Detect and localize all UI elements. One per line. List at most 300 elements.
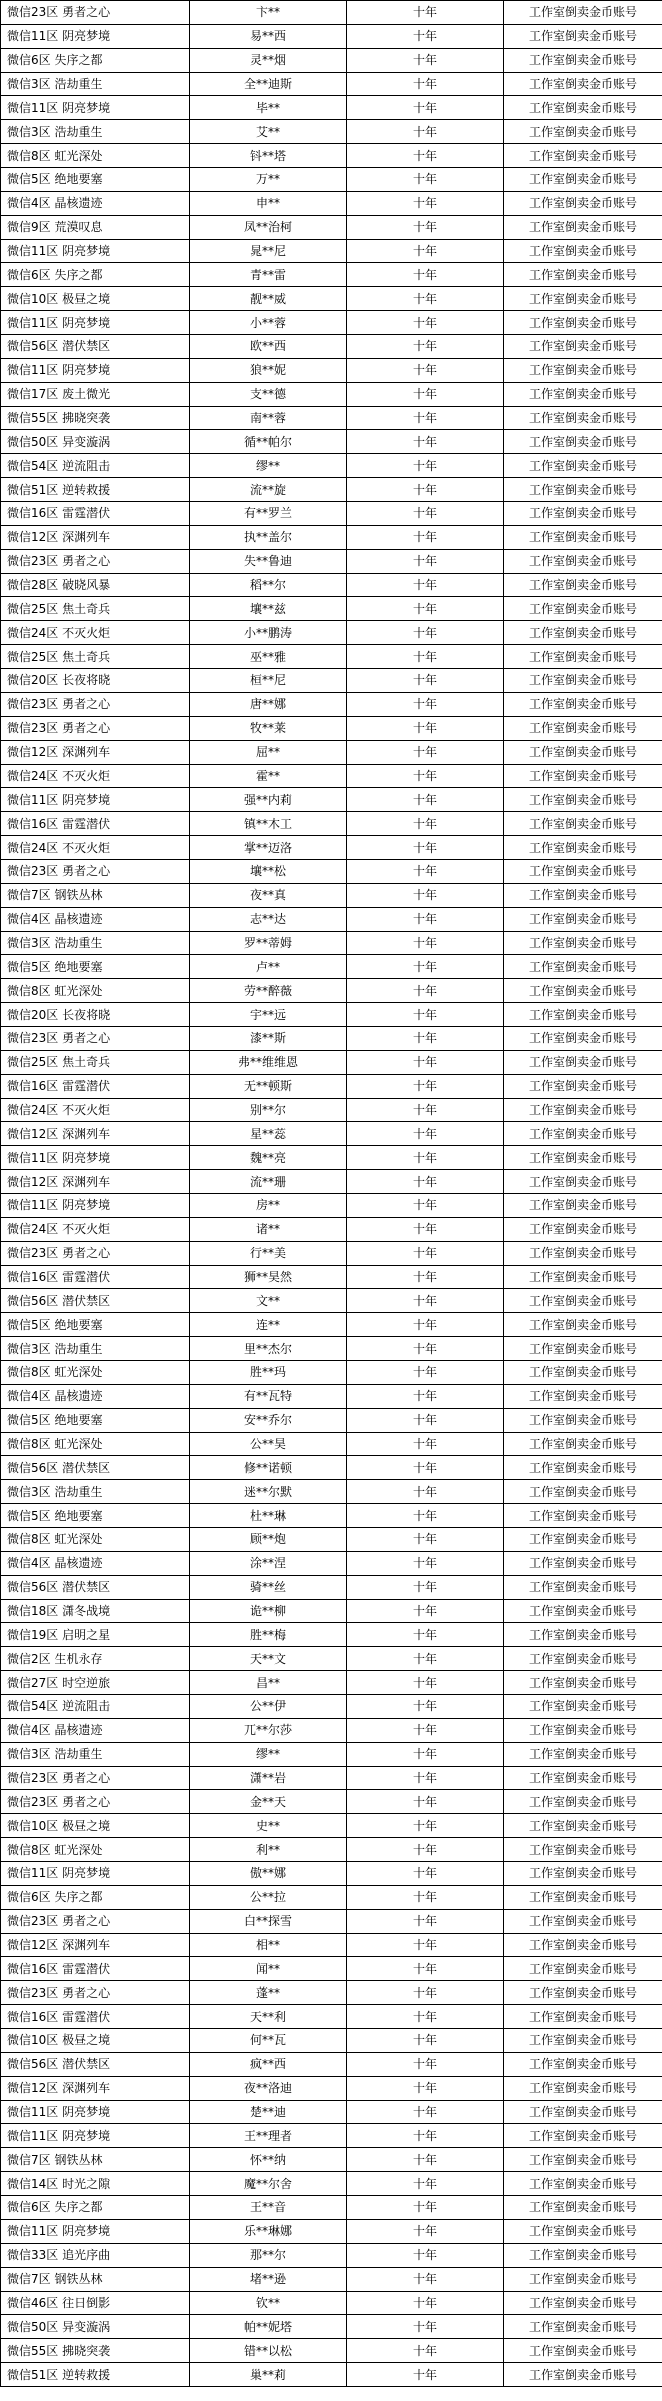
table-row xyxy=(1,525,662,549)
reason-cell: 工作室倒卖金币账号 xyxy=(504,144,662,168)
reason-cell: 工作室倒卖金币账号 xyxy=(504,1313,662,1337)
duration-cell: 十年 xyxy=(347,311,504,335)
player-name-cell: 诡**柳 xyxy=(190,1599,347,1623)
duration-cell: 十年 xyxy=(347,2363,504,2387)
table-row xyxy=(1,2339,662,2363)
duration-cell: 十年 xyxy=(347,1766,504,1790)
reason-cell: 工作室倒卖金币账号 xyxy=(504,1265,662,1289)
table-row xyxy=(1,1241,662,1265)
reason-cell: 工作室倒卖金币账号 xyxy=(504,358,662,382)
player-name-cell: 夜**真 xyxy=(190,883,347,907)
server-cell: 微信11区 阴亮梦境 xyxy=(1,788,190,812)
duration-cell: 十年 xyxy=(347,2172,504,2196)
reason-cell: 工作室倒卖金币账号 xyxy=(504,2029,662,2053)
duration-cell: 十年 xyxy=(347,120,504,144)
duration-cell: 十年 xyxy=(347,2100,504,2124)
player-name-cell: 强**内莉 xyxy=(190,788,347,812)
table-row xyxy=(1,96,662,120)
duration-cell: 十年 xyxy=(347,1193,504,1217)
table-row xyxy=(1,716,662,740)
player-name-cell: 漆**斯 xyxy=(190,1026,347,1050)
table-row xyxy=(1,263,662,287)
player-name-cell: 乐**琳娜 xyxy=(190,2219,347,2243)
reason-cell: 工作室倒卖金币账号 xyxy=(504,1551,662,1575)
table-row xyxy=(1,430,662,454)
server-cell: 微信4区 晶核遗迹 xyxy=(1,191,190,215)
reason-cell: 工作室倒卖金币账号 xyxy=(504,621,662,645)
duration-cell: 十年 xyxy=(347,287,504,311)
duration-cell: 十年 xyxy=(347,597,504,621)
server-cell: 微信50区 异变漩涡 xyxy=(1,430,190,454)
table-row xyxy=(1,788,662,812)
duration-cell: 十年 xyxy=(347,1504,504,1528)
reason-cell: 工作室倒卖金币账号 xyxy=(504,2172,662,2196)
player-name-cell: 万** xyxy=(190,168,347,192)
server-cell: 微信5区 绝地要塞 xyxy=(1,1408,190,1432)
duration-cell: 十年 xyxy=(347,215,504,239)
server-cell: 微信16区 雷霆潜伏 xyxy=(1,1265,190,1289)
reason-cell: 工作室倒卖金币账号 xyxy=(504,1766,662,1790)
player-name-cell: 昌** xyxy=(190,1671,347,1695)
reason-cell: 工作室倒卖金币账号 xyxy=(504,406,662,430)
player-name-cell: 错**以松 xyxy=(190,2339,347,2363)
server-cell: 微信33区 追光序曲 xyxy=(1,2243,190,2267)
duration-cell: 十年 xyxy=(347,573,504,597)
reason-cell: 工作室倒卖金币账号 xyxy=(504,836,662,860)
player-name-cell: 申** xyxy=(190,191,347,215)
server-cell: 微信11区 阴亮梦境 xyxy=(1,24,190,48)
duration-cell: 十年 xyxy=(347,1718,504,1742)
player-name-cell: 楚**迪 xyxy=(190,2100,347,2124)
player-name-cell: 壤**兹 xyxy=(190,597,347,621)
reason-cell: 工作室倒卖金币账号 xyxy=(504,1528,662,1552)
duration-cell: 十年 xyxy=(347,1408,504,1432)
server-cell: 微信56区 潜伏禁区 xyxy=(1,1575,190,1599)
table-row xyxy=(1,645,662,669)
reason-cell: 工作室倒卖金币账号 xyxy=(504,883,662,907)
player-name-cell: 全**迪斯 xyxy=(190,72,347,96)
table-row xyxy=(1,502,662,526)
player-name-cell: 公**拉 xyxy=(190,1885,347,1909)
duration-cell: 十年 xyxy=(347,1074,504,1098)
reason-cell: 工作室倒卖金币账号 xyxy=(504,1671,662,1695)
duration-cell: 十年 xyxy=(347,907,504,931)
table-row xyxy=(1,1098,662,1122)
player-name-cell: 公**伊 xyxy=(190,1695,347,1719)
player-name-cell: 星**蕊 xyxy=(190,1122,347,1146)
table-row xyxy=(1,478,662,502)
reason-cell: 工作室倒卖金币账号 xyxy=(504,1885,662,1909)
server-cell: 微信11区 阴亮梦境 xyxy=(1,1862,190,1886)
player-name-cell: 迷**尔默 xyxy=(190,1480,347,1504)
table-row xyxy=(1,1265,662,1289)
table-row xyxy=(1,1217,662,1241)
duration-cell: 十年 xyxy=(347,1599,504,1623)
player-name-cell: 艾** xyxy=(190,120,347,144)
player-name-cell: 罗**蒂姆 xyxy=(190,931,347,955)
duration-cell: 十年 xyxy=(347,1313,504,1337)
reason-cell: 工作室倒卖金币账号 xyxy=(504,72,662,96)
player-name-cell: 南**蓉 xyxy=(190,406,347,430)
duration-cell: 十年 xyxy=(347,740,504,764)
server-cell: 微信12区 深渊列车 xyxy=(1,1170,190,1194)
reason-cell: 工作室倒卖金币账号 xyxy=(504,1098,662,1122)
table-row xyxy=(1,1,662,25)
server-cell: 微信23区 勇者之心 xyxy=(1,859,190,883)
reason-cell: 工作室倒卖金币账号 xyxy=(504,859,662,883)
server-cell: 微信23区 勇者之心 xyxy=(1,1766,190,1790)
reason-cell: 工作室倒卖金币账号 xyxy=(504,1456,662,1480)
player-name-cell: 怀**纳 xyxy=(190,2148,347,2172)
player-name-cell: 易**西 xyxy=(190,24,347,48)
server-cell: 微信12区 深渊列车 xyxy=(1,740,190,764)
player-name-cell: 涂**涅 xyxy=(190,1551,347,1575)
reason-cell: 工作室倒卖金币账号 xyxy=(504,1909,662,1933)
table-row xyxy=(1,2196,662,2220)
server-cell: 微信11区 阴亮梦境 xyxy=(1,239,190,263)
server-cell: 微信16区 雷霆潜伏 xyxy=(1,1074,190,1098)
server-cell: 微信11区 阴亮梦境 xyxy=(1,1193,190,1217)
duration-cell: 十年 xyxy=(347,1528,504,1552)
table-row xyxy=(1,621,662,645)
player-name-cell: 兀**尔莎 xyxy=(190,1718,347,1742)
table-row xyxy=(1,311,662,335)
duration-cell: 十年 xyxy=(347,72,504,96)
duration-cell: 十年 xyxy=(347,883,504,907)
server-cell: 微信56区 潜伏禁区 xyxy=(1,335,190,359)
player-name-cell: 傲**娜 xyxy=(190,1862,347,1886)
reason-cell: 工作室倒卖金币账号 xyxy=(504,525,662,549)
duration-cell: 十年 xyxy=(347,1862,504,1886)
server-cell: 微信16区 雷霆潜伏 xyxy=(1,812,190,836)
player-name-cell: 帕**妮塔 xyxy=(190,2315,347,2339)
table-row xyxy=(1,1790,662,1814)
table-row xyxy=(1,1909,662,1933)
reason-cell: 工作室倒卖金币账号 xyxy=(504,1599,662,1623)
server-cell: 微信51区 逆转救援 xyxy=(1,478,190,502)
duration-cell: 十年 xyxy=(347,2267,504,2291)
player-name-cell: 小**蓉 xyxy=(190,311,347,335)
player-name-cell: 镇**木工 xyxy=(190,812,347,836)
duration-cell: 十年 xyxy=(347,836,504,860)
table-row xyxy=(1,1957,662,1981)
player-name-cell: 巢**莉 xyxy=(190,2363,347,2387)
server-cell: 微信19区 启明之星 xyxy=(1,1623,190,1647)
duration-cell: 十年 xyxy=(347,1146,504,1170)
player-name-cell: 胜**梅 xyxy=(190,1623,347,1647)
reason-cell: 工作室倒卖金币账号 xyxy=(504,478,662,502)
duration-cell: 十年 xyxy=(347,263,504,287)
table-row xyxy=(1,1504,662,1528)
server-cell: 微信7区 钢铁丛林 xyxy=(1,2148,190,2172)
duration-cell: 十年 xyxy=(347,144,504,168)
account-table-body xyxy=(1,1,662,2387)
reason-cell: 工作室倒卖金币账号 xyxy=(504,1408,662,1432)
player-name-cell: 修**诺顿 xyxy=(190,1456,347,1480)
table-row xyxy=(1,692,662,716)
duration-cell: 十年 xyxy=(347,96,504,120)
reason-cell: 工作室倒卖金币账号 xyxy=(504,1480,662,1504)
player-name-cell: 天**利 xyxy=(190,2005,347,2029)
player-name-cell: 靓**威 xyxy=(190,287,347,311)
server-cell: 微信54区 逆流阻击 xyxy=(1,454,190,478)
reason-cell: 工作室倒卖金币账号 xyxy=(504,1933,662,1957)
table-row xyxy=(1,955,662,979)
duration-cell: 十年 xyxy=(347,2029,504,2053)
server-cell: 微信14区 时光之隙 xyxy=(1,2172,190,2196)
server-cell: 微信23区 勇者之心 xyxy=(1,549,190,573)
server-cell: 微信6区 失序之都 xyxy=(1,48,190,72)
table-row xyxy=(1,406,662,430)
player-name-cell: 狼**妮 xyxy=(190,358,347,382)
server-cell: 微信17区 废土微光 xyxy=(1,382,190,406)
server-cell: 微信4区 晶核遗迹 xyxy=(1,1718,190,1742)
server-cell: 微信24区 不灭火炬 xyxy=(1,1098,190,1122)
duration-cell: 十年 xyxy=(347,168,504,192)
player-name-cell: 胜**玛 xyxy=(190,1360,347,1384)
reason-cell: 工作室倒卖金币账号 xyxy=(504,1337,662,1361)
reason-cell: 工作室倒卖金币账号 xyxy=(504,692,662,716)
player-name-cell: 卢** xyxy=(190,955,347,979)
table-row xyxy=(1,1885,662,1909)
server-cell: 微信20区 长夜将晓 xyxy=(1,1003,190,1027)
player-name-cell: 杜**琳 xyxy=(190,1504,347,1528)
server-cell: 微信11区 阴亮梦境 xyxy=(1,96,190,120)
player-name-cell: 失**鲁迪 xyxy=(190,549,347,573)
duration-cell: 十年 xyxy=(347,454,504,478)
player-name-cell: 灵**烟 xyxy=(190,48,347,72)
duration-cell: 十年 xyxy=(347,1623,504,1647)
duration-cell: 十年 xyxy=(347,1885,504,1909)
player-name-cell: 掌**迈洛 xyxy=(190,836,347,860)
server-cell: 微信50区 异变漩涡 xyxy=(1,2315,190,2339)
reason-cell: 工作室倒卖金币账号 xyxy=(504,1504,662,1528)
player-name-cell: 执**盖尔 xyxy=(190,525,347,549)
duration-cell: 十年 xyxy=(347,1790,504,1814)
reason-cell: 工作室倒卖金币账号 xyxy=(504,2148,662,2172)
reason-cell: 工作室倒卖金币账号 xyxy=(504,263,662,287)
server-cell: 微信23区 勇者之心 xyxy=(1,692,190,716)
duration-cell: 十年 xyxy=(347,382,504,406)
reason-cell: 工作室倒卖金币账号 xyxy=(504,1695,662,1719)
duration-cell: 十年 xyxy=(347,1551,504,1575)
table-row xyxy=(1,168,662,192)
duration-cell: 十年 xyxy=(347,2315,504,2339)
reason-cell: 工作室倒卖金币账号 xyxy=(504,2100,662,2124)
reason-cell: 工作室倒卖金币账号 xyxy=(504,335,662,359)
table-row xyxy=(1,1337,662,1361)
server-cell: 微信3区 浩劫重生 xyxy=(1,120,190,144)
server-cell: 微信10区 极昼之境 xyxy=(1,287,190,311)
table-row xyxy=(1,1528,662,1552)
reason-cell: 工作室倒卖金币账号 xyxy=(504,1241,662,1265)
duration-cell: 十年 xyxy=(347,2291,504,2315)
table-row xyxy=(1,1170,662,1194)
duration-cell: 十年 xyxy=(347,1384,504,1408)
table-row xyxy=(1,2076,662,2100)
server-cell: 微信6区 失序之都 xyxy=(1,263,190,287)
duration-cell: 十年 xyxy=(347,1337,504,1361)
server-cell: 微信11区 阴亮梦境 xyxy=(1,1146,190,1170)
table-row xyxy=(1,1074,662,1098)
table-row xyxy=(1,2029,662,2053)
duration-cell: 十年 xyxy=(347,1480,504,1504)
reason-cell: 工作室倒卖金币账号 xyxy=(504,979,662,1003)
reason-cell: 工作室倒卖金币账号 xyxy=(504,2339,662,2363)
duration-cell: 十年 xyxy=(347,1575,504,1599)
player-name-cell: 小**鹏涛 xyxy=(190,621,347,645)
reason-cell: 工作室倒卖金币账号 xyxy=(504,1957,662,1981)
reason-cell: 工作室倒卖金币账号 xyxy=(504,1289,662,1313)
player-name-cell: 潇**岩 xyxy=(190,1766,347,1790)
player-name-cell: 顾**炮 xyxy=(190,1528,347,1552)
reason-cell: 工作室倒卖金币账号 xyxy=(504,215,662,239)
table-row xyxy=(1,2005,662,2029)
table-row xyxy=(1,1671,662,1695)
server-cell: 微信25区 焦土奇兵 xyxy=(1,597,190,621)
reason-cell: 工作室倒卖金币账号 xyxy=(504,1146,662,1170)
player-name-cell: 稻**尔 xyxy=(190,573,347,597)
table-row xyxy=(1,48,662,72)
server-cell: 微信5区 绝地要塞 xyxy=(1,1504,190,1528)
player-name-cell: 无**顿斯 xyxy=(190,1074,347,1098)
reason-cell: 工作室倒卖金币账号 xyxy=(504,1862,662,1886)
duration-cell: 十年 xyxy=(347,1360,504,1384)
table-row xyxy=(1,1718,662,1742)
player-name-cell: 晁**尼 xyxy=(190,239,347,263)
table-row xyxy=(1,2100,662,2124)
duration-cell: 十年 xyxy=(347,1289,504,1313)
reason-cell: 工作室倒卖金币账号 xyxy=(504,669,662,693)
table-row xyxy=(1,1408,662,1432)
player-name-cell: 行**美 xyxy=(190,1241,347,1265)
player-name-cell: 毕** xyxy=(190,96,347,120)
duration-cell: 十年 xyxy=(347,1909,504,1933)
duration-cell: 十年 xyxy=(347,478,504,502)
player-name-cell: 有**罗兰 xyxy=(190,502,347,526)
table-row xyxy=(1,2052,662,2076)
table-row xyxy=(1,1480,662,1504)
duration-cell: 十年 xyxy=(347,335,504,359)
table-row xyxy=(1,120,662,144)
reason-cell: 工作室倒卖金币账号 xyxy=(504,1647,662,1671)
player-name-cell: 牧**莱 xyxy=(190,716,347,740)
reason-cell: 工作室倒卖金币账号 xyxy=(504,430,662,454)
player-name-cell: 有**瓦特 xyxy=(190,1384,347,1408)
server-cell: 微信11区 阴亮梦境 xyxy=(1,2219,190,2243)
table-row xyxy=(1,358,662,382)
player-name-cell: 里**杰尔 xyxy=(190,1337,347,1361)
player-name-cell: 流**旋 xyxy=(190,478,347,502)
player-name-cell: 相** xyxy=(190,1933,347,1957)
server-cell: 微信56区 潜伏禁区 xyxy=(1,1289,190,1313)
table-row xyxy=(1,454,662,478)
duration-cell: 十年 xyxy=(347,430,504,454)
table-row xyxy=(1,740,662,764)
reason-cell: 工作室倒卖金币账号 xyxy=(504,1170,662,1194)
server-cell: 微信5区 绝地要塞 xyxy=(1,955,190,979)
server-cell: 微信11区 阴亮梦境 xyxy=(1,2100,190,2124)
server-cell: 微信28区 破晓风暴 xyxy=(1,573,190,597)
server-cell: 微信12区 深渊列车 xyxy=(1,1933,190,1957)
table-row xyxy=(1,1193,662,1217)
server-cell: 微信23区 勇者之心 xyxy=(1,1909,190,1933)
table-row xyxy=(1,859,662,883)
duration-cell: 十年 xyxy=(347,1432,504,1456)
duration-cell: 十年 xyxy=(347,621,504,645)
duration-cell: 十年 xyxy=(347,645,504,669)
table-row xyxy=(1,1766,662,1790)
player-name-cell: 流**珊 xyxy=(190,1170,347,1194)
server-cell: 微信8区 虹光深处 xyxy=(1,1432,190,1456)
duration-cell: 十年 xyxy=(347,549,504,573)
server-cell: 微信51区 逆转救援 xyxy=(1,2363,190,2387)
duration-cell: 十年 xyxy=(347,1098,504,1122)
table-row xyxy=(1,1623,662,1647)
reason-cell: 工作室倒卖金币账号 xyxy=(504,955,662,979)
duration-cell: 十年 xyxy=(347,2076,504,2100)
reason-cell: 工作室倒卖金币账号 xyxy=(504,2291,662,2315)
duration-cell: 十年 xyxy=(347,2196,504,2220)
duration-cell: 十年 xyxy=(347,859,504,883)
player-name-cell: 凤**治柯 xyxy=(190,215,347,239)
reason-cell: 工作室倒卖金币账号 xyxy=(504,931,662,955)
player-name-cell: 缪** xyxy=(190,1742,347,1766)
duration-cell: 十年 xyxy=(347,812,504,836)
server-cell: 微信12区 深渊列车 xyxy=(1,525,190,549)
table-row xyxy=(1,72,662,96)
player-name-cell: 弗**维维恩 xyxy=(190,1050,347,1074)
server-cell: 微信10区 极昼之境 xyxy=(1,1814,190,1838)
player-name-cell: 宇**远 xyxy=(190,1003,347,1027)
duration-cell: 十年 xyxy=(347,1957,504,1981)
reason-cell: 工作室倒卖金币账号 xyxy=(504,1074,662,1098)
table-row xyxy=(1,1122,662,1146)
server-cell: 微信4区 晶核遗迹 xyxy=(1,1384,190,1408)
duration-cell: 十年 xyxy=(347,2052,504,2076)
table-row xyxy=(1,836,662,860)
duration-cell: 十年 xyxy=(347,1122,504,1146)
table-row xyxy=(1,1575,662,1599)
table-row xyxy=(1,549,662,573)
server-cell: 微信23区 勇者之心 xyxy=(1,1241,190,1265)
table-row xyxy=(1,979,662,1003)
player-name-cell: 安**乔尔 xyxy=(190,1408,347,1432)
table-row xyxy=(1,1313,662,1337)
table-row xyxy=(1,1838,662,1862)
table-row xyxy=(1,287,662,311)
duration-cell: 十年 xyxy=(347,525,504,549)
duration-cell: 十年 xyxy=(347,1647,504,1671)
server-cell: 微信8区 虹光深处 xyxy=(1,1528,190,1552)
reason-cell: 工作室倒卖金币账号 xyxy=(504,191,662,215)
duration-cell: 十年 xyxy=(347,1217,504,1241)
duration-cell: 十年 xyxy=(347,716,504,740)
duration-cell: 十年 xyxy=(347,1050,504,1074)
duration-cell: 十年 xyxy=(347,1671,504,1695)
server-cell: 微信8区 虹光深处 xyxy=(1,979,190,1003)
duration-cell: 十年 xyxy=(347,2243,504,2267)
player-name-cell: 诸** xyxy=(190,1217,347,1241)
reason-cell: 工作室倒卖金币账号 xyxy=(504,1790,662,1814)
duration-cell: 十年 xyxy=(347,931,504,955)
reason-cell: 工作室倒卖金币账号 xyxy=(504,549,662,573)
player-name-cell: 堵**逊 xyxy=(190,2267,347,2291)
duration-cell: 十年 xyxy=(347,2005,504,2029)
player-name-cell: 狮**昊然 xyxy=(190,1265,347,1289)
table-row xyxy=(1,1432,662,1456)
reason-cell: 工作室倒卖金币账号 xyxy=(504,573,662,597)
